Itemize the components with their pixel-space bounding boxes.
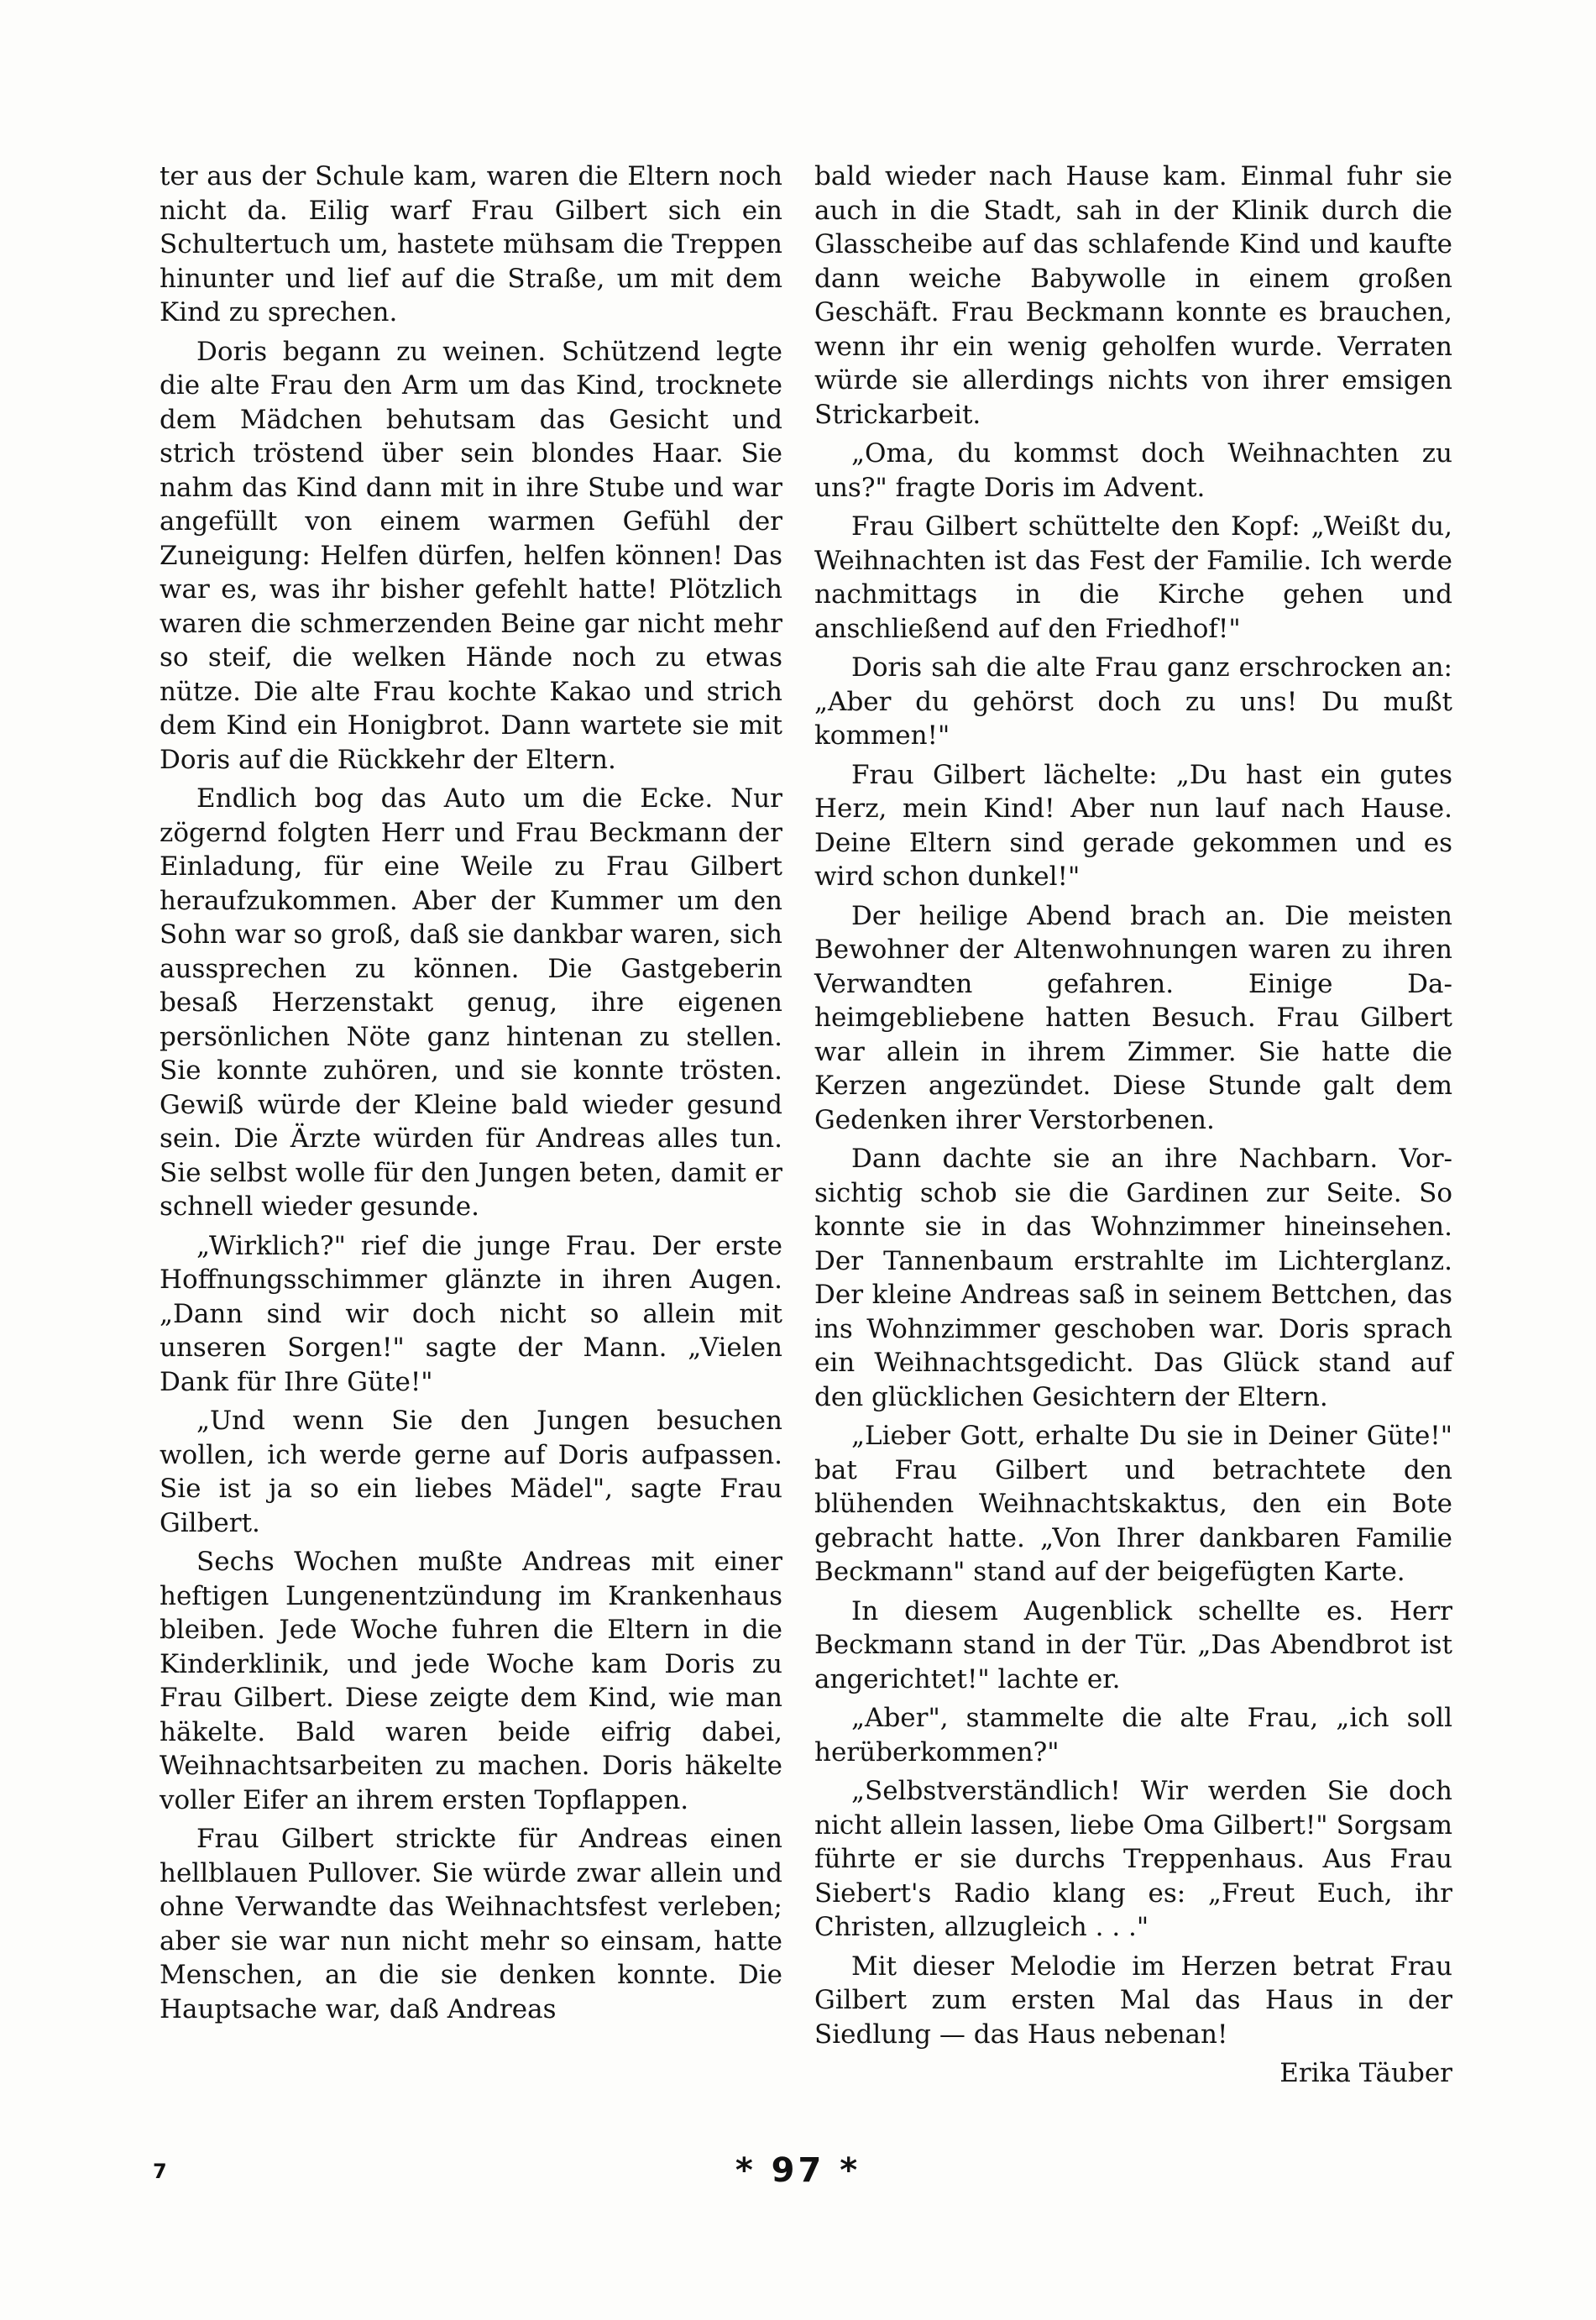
paragraph: Doris sah die alte Frau ganz erschrocken an: „Aber du gehörst doch zu uns! Du mußt kommen!" <box>814 652 1452 751</box>
paragraph: Endlich bog das Auto um die Ecke. Nur zögernd folgten Herr und Frau Beckmann der Einladung, für eine Weile zu Frau Gilbert heraufzukommen. Aber der Kummer um den Sohn war so groß, daß sie dankbar waren, sich aussprechen zu können. Die Gastgeberin besaß Herzenstakt genug, ihre eigenen persönlichen Nöte ganz hintenan zu stellen. Sie konnte zuhören, und sie konnte trösten. Gewiß würde der Kleine bald wieder gesund sein. Die Ärzte würden für Andreas alles tun. Sie selbst wolle für den Jungen beten, damit er schnell wieder gesunde. <box>160 783 782 1222</box>
paragraph: Frau Gilbert strickte für Andreas einen hellblauen Pullover. Sie würde zwar allein und ohne Verwandte das Weihnachtsfest verleben; aber sie war nun nicht mehr so einsam, hatte Menschen, an die sie denken konnte. Die Hauptsache war, daß Andreas <box>160 1824 782 2024</box>
right-text-column <box>814 160 1452 2096</box>
page-number: * 97 * <box>735 2151 861 2190</box>
paragraph: bald wieder nach Hause kam. Einmal fuhr sie auch in die Stadt, sah in der Klinik durch die Glasscheibe auf das schlafende Kind und kaufte dann weiche Babywolle in einem großen Geschäft. Frau Beckmann konnte es brauchen, wenn ihr ein wenig geholfen wurde. Verraten würde sie allerdings nichts von ihrer emsigen Strickarbeit. <box>814 161 1452 430</box>
paragraph: „Wirklich?" rief die junge Frau. Der erste Hoffnungsschimmer glänzte in ihren Augen. „Dann sind wir doch nicht so allein mit unseren Sorgen!" sagte der Mann. „Vielen Dank für Ihre Güte!" <box>160 1230 782 1397</box>
paragraph: Mit dieser Melodie im Herzen betrat Frau Gilbert zum ersten Mal das Haus in der Siedlung — das Haus nebenan! <box>814 1951 1452 2050</box>
paragraph: „Und wenn Sie den Jungen besuchen wollen, ich werde gerne auf Doris aufpassen. Sie ist ja so ein liebes Mädel", sagte Frau Gilbert. <box>160 1406 782 1538</box>
paragraph: Sechs Wochen mußte Andreas mit einer heftigen Lungenentzündung im Krankenhaus bleiben. Jede Woche fuhren die Eltern in die Kinderklinik, und jede Woche kam Doris zu Frau Gilbert. Diese zeigte dem Kind, wie man häkelte. Bald waren beide eifrig dabei, Weihnachtsarbeiten zu machen. Doris häkelte voller Eifer an ihrem ersten Topflappen. <box>160 1547 782 1815</box>
paragraph: Doris begann zu weinen. Schützend legte die alte Frau den Arm um das Kind, trocknete dem Mädchen behutsam das Gesicht und strich tröstend über sein blondes Haar. Sie nahm das Kind dann mit in ihre Stube und war angefüllt von einem warmen Gefühl der Zuneigung: Helfen dürfen, helfen können! Das war es, was ihr bisher gefehlt hatte! Plötzlich waren die schmerzenden Beine gar nicht mehr so steif, die welken Hände noch zu etwas nütze. Die alte Frau kochte Kakao und strich dem Kind ein Honigbrot. Dann wartete sie mit Doris auf die Rückkehr der Eltern. <box>160 336 782 775</box>
paragraph: Frau Gilbert schüttelte den Kopf: „Weißt du, Weihnachten ist das Fest der Familie. Ich werde nachmittags in die Kirche gehen und anschließend auf den Friedhof!" <box>814 511 1452 644</box>
paragraph: Frau Gilbert lächelte: „Du hast ein gutes Herz, mein Kind! Aber nun lauf nach Hause. Deine Eltern sind gerade gekommen und es wird schon dunkel!" <box>814 759 1452 892</box>
paragraph: „Lieber Gott, erhalte Du sie in Deiner Güte!" bat Frau Gilbert und betrachtete den blühenden Weihnachtskaktus, den ein Bote gebracht hatte. „Von Ihrer dankbaren Familie Beckmann" stand auf der beigefügten Karte. <box>814 1421 1452 1587</box>
author-signature: Erika Täuber <box>1279 2058 1452 2088</box>
paragraph: Dann dachte sie an ihre Nachbarn. Vorsichtig schob sie die Gardinen zur Seite. So konnte sie in das Wohnzimmer hineinsehen. Der Tannenbaum erstrahlte im Lichterglanz. Der kleine Andreas saß in seinem Bettchen, das ins Wohnzimmer geschoben war. Doris sprach ein Weihnachtsgedicht. Das Glück stand auf den glücklichen Gesichtern der Eltern. <box>814 1144 1452 1412</box>
left-text-column <box>160 160 782 2031</box>
paragraph: „Oma, du kommst doch Weihnachten zu uns?" fragte Doris im Advent. <box>814 438 1452 503</box>
paragraph: Der heilige Abend brach an. Die meisten Bewohner der Altenwohnungen waren zu ihren Verwandten gefahren. Einige Daheimgebliebene hatten Besuch. Frau Gilbert war allein in ihrem Zimmer. Sie hatte die Kerzen angezündet. Diese Stunde galt dem Gedenken ihrer Verstorbenen. <box>814 900 1452 1135</box>
paragraph: ter aus der Schule kam, waren die Eltern noch nicht da. Eilig warf Frau Gilbert sich ein Schultertuch um, hastete mühsam die Treppen hinunter und lief auf die Straße, um mit dem Kind zu sprechen. <box>160 161 782 327</box>
paragraph: „Selbstverständlich! Wir werden Sie doch nicht allein lassen, liebe Oma Gilbert!" Sorgsam führte er sie durchs Treppenhaus. Aus Frau Siebert's Radio klang es: „Freut Euch, ihr Christen, allzugleich . . ." <box>814 1776 1452 1942</box>
footnote-mark: 7 <box>153 2160 167 2183</box>
paragraph: „Aber", stammelte die alte Frau, „ich soll herüberkommen?" <box>814 1703 1452 1767</box>
paragraph: In diesem Augenblick schellte es. Herr Beckmann stand in der Tür. „Das Abendbrot ist angerichtet!" lachte er. <box>814 1595 1452 1694</box>
